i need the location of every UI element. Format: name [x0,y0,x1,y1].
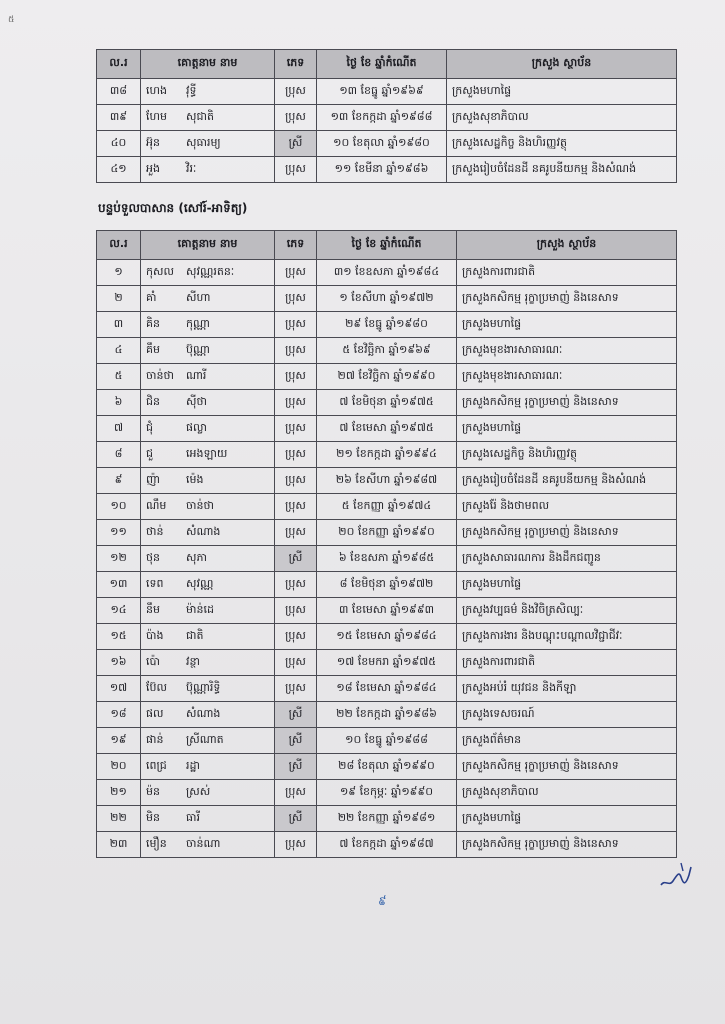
table-row [97,806,677,832]
ministry-name: ក្រសួងអប់រំ យុវជន និងកីឡា [457,676,677,702]
table-row [97,754,677,780]
family-name: គាំ [146,290,157,304]
family-name: ជិន [146,394,160,408]
signature-mark [657,857,697,897]
family-name: ផាន់ [146,732,164,746]
gender-cell: ប្រុស [275,79,317,105]
date-of-birth: ២៧ ខែវិច្ឆិកា ឆ្នាំ១៩៩០ [317,364,457,390]
table-row [97,780,677,806]
ministry-name: ក្រសួងការពារជាតិ [457,650,677,676]
gender-cell: ប្រុស [275,312,317,338]
person-name [141,157,275,183]
given-name: វិរៈ [186,161,197,175]
table-row [97,79,677,105]
ministry-name: ក្រសួងទេសចរណ៍ [457,702,677,728]
family-name: ហែម [146,109,167,123]
table-row [97,260,677,286]
gender-cell: ប្រុស [275,364,317,390]
row-number: ៦ [97,390,141,416]
family-name: ថាន់ [146,524,164,538]
ministry-name: ក្រសួងសេដ្ឋកិច្ច និងហិរញ្ញវត្ថុ [457,442,677,468]
family-name: ជួ [146,446,153,460]
date-of-birth: ៧ ខែមិថុនា ឆ្នាំ១៩៧៥ [317,390,457,416]
row-number: ២២ [97,806,141,832]
date-of-birth: ៧ ខែកក្កដា ឆ្នាំ១៩៨៧ [317,832,457,858]
ministry-name: ក្រសួងរៀបចំដែនដី នគរូបនីយកម្ម និងសំណង់ [457,468,677,494]
ministry-name: ក្រសួងមុខងារសាធារណៈ [457,338,677,364]
corner-mark: ៥ [8,15,15,25]
date-of-birth: ២០ ខែកញ្ញា ឆ្នាំ១៩៩០ [317,520,457,546]
gender-cell: ប្រុស [275,676,317,702]
person-name [141,806,275,832]
family-name: គិន [146,316,160,330]
gender-cell: ប្រុស [275,624,317,650]
gender-cell: ប្រុស [275,572,317,598]
family-name: ហេង [146,83,167,97]
row-number: ៥ [97,364,141,390]
person-name [141,650,275,676]
date-of-birth: ១៧ ខែមករា ឆ្នាំ១៩៧៥ [317,650,457,676]
table-row [97,312,677,338]
person-name [141,131,275,157]
date-of-birth: ២៨ ខែតុលា ឆ្នាំ១៩៩០ [317,754,457,780]
header-name: គោត្តនាម នាម [141,50,275,79]
person-name [141,338,275,364]
page-number: ៩ [378,894,387,908]
person-name [141,572,275,598]
header-dob: ថ្ងៃ ខែ ឆ្នាំកំណើត [317,231,457,260]
person-name [141,416,275,442]
ministry-name: ក្រសួងវប្បធម៌ និងវិចិត្រសិល្បៈ [457,598,677,624]
table-header-row [97,231,677,260]
row-number: ៩ [97,468,141,494]
gender-cell: ស្រី [275,702,317,728]
section-title: បន្ទប់ទួលបាសាន (សៅរ៍-អាទិត្យ) [98,201,248,215]
person-name [141,754,275,780]
given-name: សីហា [186,290,211,304]
family-name: ប៊ែល [146,680,167,694]
given-name: ចាន់ថា [186,498,214,512]
given-name: ម៉េង [186,472,204,486]
given-name: សុវណ្ណ [186,576,214,590]
date-of-birth: ១០ ខែតុលា ឆ្នាំ១៩៨០ [317,131,447,157]
gender-cell: ប្រុស [275,650,317,676]
family-name: ណឹម [146,498,167,512]
gender-cell: ប្រុស [275,780,317,806]
row-number: ១១ [97,520,141,546]
gender-cell: ប្រុស [275,598,317,624]
registry-table-continued [96,49,677,183]
family-name: កុសល [146,264,174,278]
person-name [141,520,275,546]
header-dob: ថ្ងៃ ខែ ឆ្នាំកំណើត [317,50,447,79]
table-row [97,598,677,624]
person-name [141,832,275,858]
given-name: កុណ្ណា [186,316,210,330]
gender-cell: ប្រុស [275,442,317,468]
ministry-name: ក្រសួងព័ត៌មាន [457,728,677,754]
row-number: ៤១ [97,157,141,183]
row-number: ១៨ [97,702,141,728]
date-of-birth: ៥ ខែវិច្ឆិកា ឆ្នាំ១៩៦៩ [317,338,457,364]
person-name [141,728,275,754]
date-of-birth: ១០ ខែធ្នូ ឆ្នាំ១៩៨៨ [317,728,457,754]
gender-cell: ស្រី [275,754,317,780]
date-of-birth: ១៣ ខែធ្នូ ឆ្នាំ១៩៦៩ [317,79,447,105]
row-number: ១៤ [97,598,141,624]
family-name: អ៊ុន [146,135,160,149]
given-name: វន្ថា [186,654,200,668]
person-name [141,390,275,416]
date-of-birth: ២២ ខែកក្កដា ឆ្នាំ១៩៨៦ [317,702,457,728]
ministry-name: ក្រសួងមហាផ្ទៃ [447,79,677,105]
person-name [141,598,275,624]
gender-cell: ប្រុស [275,286,317,312]
header-gender: ភេទ [275,50,317,79]
table-row [97,416,677,442]
date-of-birth: ១៩ ខែកុម្ភៈ ឆ្នាំ១៩៩០ [317,780,457,806]
table-row [97,494,677,520]
header-ministry: ក្រសួង ស្ថាប័ន [447,50,677,79]
family-name: មិន [146,810,160,824]
header-no: ល.រ [97,50,141,79]
header-name: គោត្តនាម នាម [141,231,275,260]
given-name: សំណាង [186,524,221,538]
ministry-name: ក្រសួងកសិកម្ម រុក្ខាប្រមាញ់ និងនេសាទ [457,754,677,780]
given-name: ស្រស់ [186,784,211,798]
ministry-name: ក្រសួងមហាផ្ទៃ [457,572,677,598]
header-ministry: ក្រសួង ស្ថាប័ន [457,231,677,260]
table-row [97,676,677,702]
date-of-birth: ៧ ខែមេសា ឆ្នាំ១៩៧៥ [317,416,457,442]
row-number: ៣៨ [97,79,141,105]
ministry-name: ក្រសួងកសិកម្ម រុក្ខាប្រមាញ់ និងនេសាទ [457,520,677,546]
ministry-name: ក្រសួងកសិកម្ម រុក្ខាប្រមាញ់ និងនេសាទ [457,286,677,312]
ministry-name: ក្រសួងរ៉ែ និងថាមពល [457,494,677,520]
person-name [141,676,275,702]
given-name: ម៉ាន់ដេ [186,602,214,616]
date-of-birth: ៥ ខែកញ្ញា ឆ្នាំ១៩៧៤ [317,494,457,520]
given-name: រដ្ឋា [186,758,200,772]
person-name [141,312,275,338]
table-row [97,442,677,468]
family-name: ទេព [146,576,164,590]
row-number: ៤០ [97,131,141,157]
given-name: វុទ្ធី [186,83,197,97]
row-number: ៣ [97,312,141,338]
given-name: ប៊ុណ្ណារិទ្ធិ [186,680,221,694]
date-of-birth: ៣ ខែមេសា ឆ្នាំ១៩៩៣ [317,598,457,624]
given-name: សុភា [186,550,207,564]
gender-cell: ស្រី [275,131,317,157]
table-row [97,286,677,312]
row-number: ១៥ [97,624,141,650]
row-number: ១៣ [97,572,141,598]
date-of-birth: ២១ ខែកក្កដា ឆ្នាំ១៩៩៤ [317,442,457,468]
family-name: អួង [146,161,160,175]
table-body [97,260,677,858]
ministry-name: ក្រសួងមហាផ្ទៃ [457,312,677,338]
person-name [141,546,275,572]
given-name: សុវណ្ណរតនៈ [186,264,235,278]
person-name [141,364,275,390]
header-gender: ភេទ [275,231,317,260]
ministry-name: ក្រសួងការងារ និងបណ្តុះបណ្តាលវិជ្ជាជីវៈ [457,624,677,650]
gender-cell: ប្រុស [275,832,317,858]
given-name: ធារី [186,810,200,824]
gender-cell: ប្រុស [275,468,317,494]
date-of-birth: ១១ ខែមីនា ឆ្នាំ១៩៨៦ [317,157,447,183]
ministry-name: ក្រសួងមហាផ្ទៃ [457,806,677,832]
table-row [97,520,677,546]
registry-table-room [96,230,677,858]
table-row [97,338,677,364]
gender-cell: ប្រុស [275,416,317,442]
person-name [141,780,275,806]
gender-cell: ប្រុស [275,338,317,364]
person-name [141,105,275,131]
date-of-birth: ៦ ខែឧសភា ឆ្នាំ១៩៨៥ [317,546,457,572]
table-row [97,105,677,131]
given-name: អេងឡាយ [186,446,228,460]
table-row [97,832,677,858]
ministry-name: ក្រសួងកសិកម្ម រុក្ខាប្រមាញ់ និងនេសាទ [457,832,677,858]
given-name: ផល្លា [186,420,207,434]
gender-cell: ប្រុស [275,157,317,183]
table-row [97,157,677,183]
ministry-name: ក្រសួងមុខងារសាធារណៈ [457,364,677,390]
given-name: ចាន់ណា [186,836,221,850]
family-name: ញ៉ា [146,472,160,486]
row-number: ១ [97,260,141,286]
person-name [141,468,275,494]
ministry-name: ក្រសួងសុខាភិបាល [447,105,677,131]
table-row [97,364,677,390]
gender-cell: ប្រុស [275,260,317,286]
ministry-name: ក្រសួងការពារជាតិ [457,260,677,286]
row-number: ៤ [97,338,141,364]
person-name [141,286,275,312]
person-name [141,624,275,650]
gender-cell: ប្រុស [275,105,317,131]
row-number: ២០ [97,754,141,780]
table-row [97,624,677,650]
ministry-name: ក្រសួងកសិកម្ម រុក្ខាប្រមាញ់ និងនេសាទ [457,390,677,416]
table-row [97,468,677,494]
date-of-birth: ១៨ ខែមេសា ឆ្នាំ១៩៨៤ [317,676,457,702]
person-name [141,702,275,728]
row-number: ២ [97,286,141,312]
table-row [97,650,677,676]
family-name: ពេជ្រ [146,758,167,772]
row-number: ២៣ [97,832,141,858]
family-name: គឹម [146,342,160,356]
family-name: ជុំ [146,420,153,434]
family-name: មឿន [146,836,167,850]
family-name: ប៉ាង [146,628,164,642]
date-of-birth: ១ ខែសីហា ឆ្នាំ១៩៧២ [317,286,457,312]
person-name [141,442,275,468]
table-row [97,572,677,598]
table-row [97,728,677,754]
ministry-name: ក្រសួងមហាផ្ទៃ [457,416,677,442]
row-number: ១៩ [97,728,141,754]
given-name: ជាតិ [186,628,204,642]
given-name: ស្រីណាត [186,732,224,746]
row-number: ១២ [97,546,141,572]
gender-cell: ប្រុស [275,390,317,416]
person-name [141,260,275,286]
family-name: ផល [146,706,164,720]
person-name [141,79,275,105]
table-body [97,79,677,183]
row-number: ៨ [97,442,141,468]
family-name: ម៉ន [146,784,160,798]
gender-cell: ស្រី [275,806,317,832]
row-number: ១៦ [97,650,141,676]
date-of-birth: ២៩ ខែធ្នូ ឆ្នាំ១៩៨០ [317,312,457,338]
gender-cell: ប្រុស [275,520,317,546]
given-name: សុជាតិ [186,109,214,123]
family-name: ប៉ោ [146,654,160,668]
date-of-birth: ២២ ខែកញ្ញា ឆ្នាំ១៩៨១ [317,806,457,832]
date-of-birth: ១៣ ខែកក្កដា ឆ្នាំ១៩៨៨ [317,105,447,131]
row-number: ១០ [97,494,141,520]
person-name [141,494,275,520]
given-name: សំណាង [186,706,221,720]
row-number: ៣៩ [97,105,141,131]
table-row [97,702,677,728]
date-of-birth: ២៦ ខែសីហា ឆ្នាំ១៩៨៧ [317,468,457,494]
gender-cell: ស្រី [275,546,317,572]
given-name: ណារី [186,368,207,382]
table-row [97,131,677,157]
table-row [97,390,677,416]
family-name: ថុន [146,550,160,564]
row-number: ១៧ [97,676,141,702]
given-name: ស៊ីថា [186,394,207,408]
ministry-name: ក្រសួងសេដ្ឋកិច្ច និងហិរញ្ញវត្ថុ [447,131,677,157]
header-no: ល.រ [97,231,141,260]
family-name: ចាន់ថា [146,368,174,382]
ministry-name: ក្រសួងសាធារណការ និងដឹកជញ្ជូន [457,546,677,572]
table-header-row [97,50,677,79]
given-name: ប៊ុណ្ណា [186,342,210,356]
date-of-birth: ១៥ ខែមេសា ឆ្នាំ១៩៨៤ [317,624,457,650]
gender-cell: ស្រី [275,728,317,754]
gender-cell: ប្រុស [275,494,317,520]
date-of-birth: ៣១ ខែឧសភា ឆ្នាំ១៩៨៤ [317,260,457,286]
date-of-birth: ៨ ខែមិថុនា ឆ្នាំ១៩៧២ [317,572,457,598]
ministry-name: ក្រសួងសុខាភិបាល [457,780,677,806]
given-name: សុធារម្យ [186,135,221,149]
table-row [97,546,677,572]
ministry-name: ក្រសួងរៀបចំដែនដី នគរូបនីយកម្ម និងសំណង់ [447,157,677,183]
family-name: នឹម [146,602,160,616]
row-number: ២១ [97,780,141,806]
row-number: ៧ [97,416,141,442]
